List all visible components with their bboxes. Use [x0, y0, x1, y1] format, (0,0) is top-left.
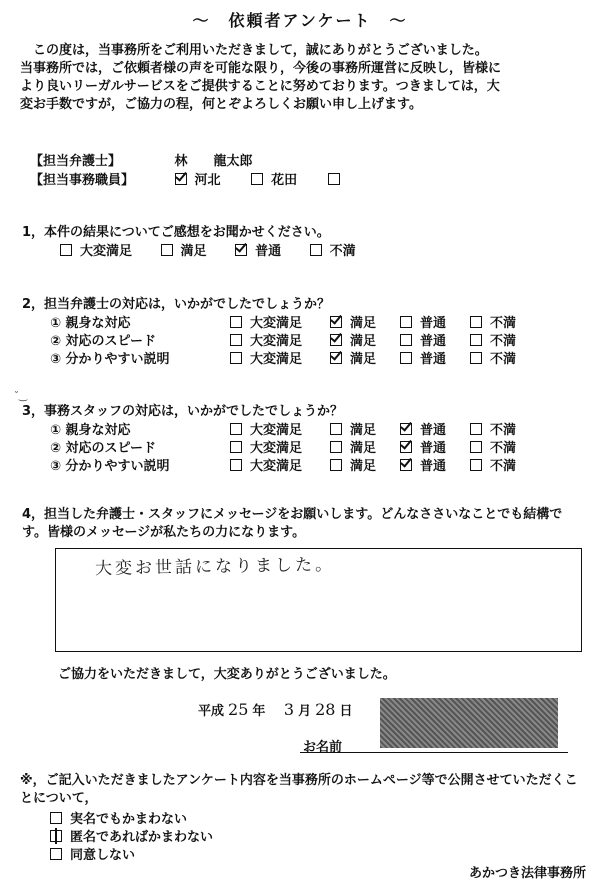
checkbox[interactable] [470, 334, 482, 346]
checkbox[interactable] [330, 316, 342, 328]
rating-option[interactable] [470, 348, 516, 367]
checkbox[interactable] [400, 316, 412, 328]
name-underline [300, 752, 568, 753]
date-year-label: 年 [252, 704, 266, 719]
option-label: 満足 [350, 423, 377, 438]
option-label: 不満 [490, 334, 517, 349]
rating-option[interactable] [470, 312, 516, 331]
question-2-title: 2，担当弁護士の対応は，いかがでしたでしょうか？ [22, 297, 331, 312]
clerk-option[interactable] [328, 173, 348, 188]
name-label: お名前 [303, 740, 343, 755]
handwritten-message: 大変お世話になりました。 [94, 554, 336, 580]
checkbox[interactable] [230, 459, 242, 471]
checkbox[interactable] [400, 459, 412, 471]
rating-option[interactable] [330, 348, 400, 367]
date-field [198, 700, 353, 719]
checkbox[interactable] [60, 244, 72, 256]
option-label: 満足 [350, 459, 377, 474]
checkbox[interactable] [251, 173, 263, 185]
intro-line: この度は，当事務所をご利用いただきまして，誠にありがとうございました。 [20, 43, 488, 58]
option-label: 普通 [420, 441, 447, 456]
checkbox[interactable] [310, 244, 322, 256]
clerk-option[interactable] [251, 169, 297, 188]
rating-row [50, 348, 516, 367]
option-label: 不満 [490, 352, 517, 367]
lawyer-name: 林 龍太郎 [174, 154, 253, 169]
checkbox[interactable] [50, 830, 62, 842]
checkbox[interactable] [50, 848, 62, 860]
option-label: 大変満足 [80, 244, 133, 259]
option-label: 普通 [255, 244, 282, 259]
checkbox[interactable] [230, 423, 242, 435]
option-label: 普通 [420, 334, 447, 349]
q1-option[interactable] [60, 240, 132, 259]
option-label: 大変満足 [250, 441, 303, 456]
rating-row [50, 312, 516, 331]
checkbox[interactable] [400, 334, 412, 346]
checkbox[interactable] [400, 352, 412, 364]
clerk-name: 河北 [194, 173, 221, 188]
checkbox[interactable] [50, 812, 62, 824]
option-label: 匿名であればかまわない [70, 830, 214, 845]
option-label: 同意しない [70, 848, 136, 863]
checkbox[interactable] [470, 441, 482, 453]
option-label: 普通 [420, 352, 447, 367]
rating-item-label: ③ 分かりやすい説明 [50, 459, 170, 474]
question-1-options [60, 240, 380, 259]
publication-question: ※，ご記入いただきましたアンケート内容を当事務所のホームページ等で公開させていただくことについて， [20, 773, 578, 806]
option-label: 不満 [490, 423, 517, 438]
checkbox[interactable] [235, 244, 247, 256]
rating-row [50, 455, 516, 474]
checkbox[interactable] [470, 352, 482, 364]
option-label: 普通 [420, 423, 447, 438]
checkbox[interactable] [328, 173, 340, 185]
page-title: 〜 依頼者アンケート 〜 [192, 11, 408, 30]
date-month[interactable]: 3 [283, 700, 295, 719]
checkbox[interactable] [470, 423, 482, 435]
checkbox[interactable] [230, 316, 242, 328]
rating-option[interactable] [470, 330, 516, 349]
checkbox[interactable] [470, 459, 482, 471]
rating-item-label: ② 対応のスピード [50, 334, 157, 349]
option-label: 大変満足 [250, 316, 303, 331]
option-label: 大変満足 [250, 334, 303, 349]
checkbox[interactable] [330, 352, 342, 364]
rating-option[interactable] [230, 437, 330, 456]
intro-line: 当事務所では，ご依頼者様の声を可能な限り，今後の事務所運営に反映し，皆様に [20, 61, 502, 76]
rating-option[interactable] [400, 330, 470, 349]
rating-option[interactable] [400, 455, 470, 474]
checkbox[interactable] [400, 423, 412, 435]
checkbox[interactable] [470, 316, 482, 328]
rating-item-label: ③ 分かりやすい説明 [50, 352, 170, 367]
option-label: 不満 [490, 441, 517, 456]
checkbox[interactable] [400, 441, 412, 453]
option-label: 満足 [350, 352, 377, 367]
rating-option[interactable] [230, 330, 330, 349]
question-4-title: 4，担当した弁護士・スタッフにメッセージをお願いします。どんなささいなことでも結構です。皆様のメッセージが私たちの力になります。 [22, 507, 563, 540]
intro-paragraph [20, 42, 590, 114]
date-year[interactable]: 25 [228, 700, 249, 719]
intro-line: 変お手数ですが，ご協力の程，何とぞよろしくお願い申し上げます。 [20, 97, 422, 112]
rating-row [50, 419, 516, 438]
date-month-label: 月 [298, 704, 312, 719]
checkbox[interactable] [230, 441, 242, 453]
publication-option[interactable] [50, 808, 187, 827]
rating-item-label: ① 親身な対応 [50, 316, 131, 331]
rating-option[interactable] [230, 419, 330, 438]
clerk-label: 【担当事務職員】 [30, 173, 135, 188]
q1-option[interactable] [161, 240, 207, 259]
checkbox[interactable] [230, 334, 242, 346]
publication-option[interactable] [50, 844, 135, 863]
option-label: 満足 [180, 244, 207, 259]
redacted-name [380, 698, 558, 748]
checkbox[interactable] [330, 441, 342, 453]
checkbox[interactable] [161, 244, 173, 256]
checkbox[interactable] [230, 352, 242, 364]
stray-mark: ˘‿ [14, 391, 28, 402]
option-label: 満足 [350, 334, 377, 349]
clerk-name: 花田 [271, 173, 298, 188]
option-label: 実名でもかまわない [70, 812, 188, 827]
rating-option[interactable] [400, 348, 470, 367]
option-label: 大変満足 [250, 423, 303, 438]
checkbox[interactable] [330, 334, 342, 346]
rating-option[interactable] [330, 312, 400, 331]
lawyer-row [30, 150, 279, 169]
publication-option[interactable] [50, 826, 213, 845]
question-1-title: 1，本件の結果についてご感想をお聞かせください。 [22, 225, 330, 240]
q1-option[interactable] [310, 240, 356, 259]
rating-option[interactable] [470, 455, 516, 474]
rating-option[interactable] [230, 312, 330, 331]
option-label: 不満 [490, 316, 517, 331]
checkbox[interactable] [175, 173, 187, 185]
option-label: 普通 [420, 316, 447, 331]
rating-item-label: ② 対応のスピード [50, 441, 157, 456]
intro-line: より良いリーガルサービスをご提供することに努めております。つきましては，大 [20, 79, 500, 94]
q1-option[interactable] [235, 240, 281, 259]
checkbox[interactable] [330, 459, 342, 471]
rating-option[interactable] [230, 348, 330, 367]
checkbox[interactable] [330, 423, 342, 435]
rating-option[interactable] [330, 419, 400, 438]
rating-option[interactable] [470, 437, 516, 456]
lawyer-label: 【担当弁護士】 [30, 154, 122, 169]
option-label: 普通 [420, 459, 447, 474]
rating-option[interactable] [230, 455, 330, 474]
option-label: 大変満足 [250, 352, 303, 367]
date-day[interactable]: 28 [315, 700, 336, 719]
rating-option[interactable] [330, 330, 400, 349]
date-era: 平成 [198, 704, 225, 719]
rating-option[interactable] [400, 437, 470, 456]
rating-option[interactable] [470, 419, 516, 438]
firm-name: あかつき法律事務所 [468, 866, 586, 881]
rating-item-label: ① 親身な対応 [50, 423, 131, 438]
date-day-label: 日 [339, 704, 353, 719]
rating-option[interactable] [330, 437, 400, 456]
rating-row [50, 437, 516, 456]
clerk-row [30, 169, 374, 188]
thanks-text: ご協力をいただきまして，大変ありがとうございました。 [58, 667, 396, 682]
rating-row [50, 330, 516, 349]
rating-option[interactable] [400, 312, 470, 331]
rating-option[interactable] [400, 419, 470, 438]
clerk-option[interactable] [175, 169, 221, 188]
option-label: 不満 [490, 459, 517, 474]
option-label: 不満 [329, 244, 356, 259]
rating-option[interactable] [330, 455, 400, 474]
option-label: 大変満足 [250, 459, 303, 474]
option-label: 満足 [350, 441, 377, 456]
option-label: 満足 [350, 316, 377, 331]
question-3-title: 3，事務スタッフの対応は，いかがでしたでしょうか？ [22, 404, 344, 419]
